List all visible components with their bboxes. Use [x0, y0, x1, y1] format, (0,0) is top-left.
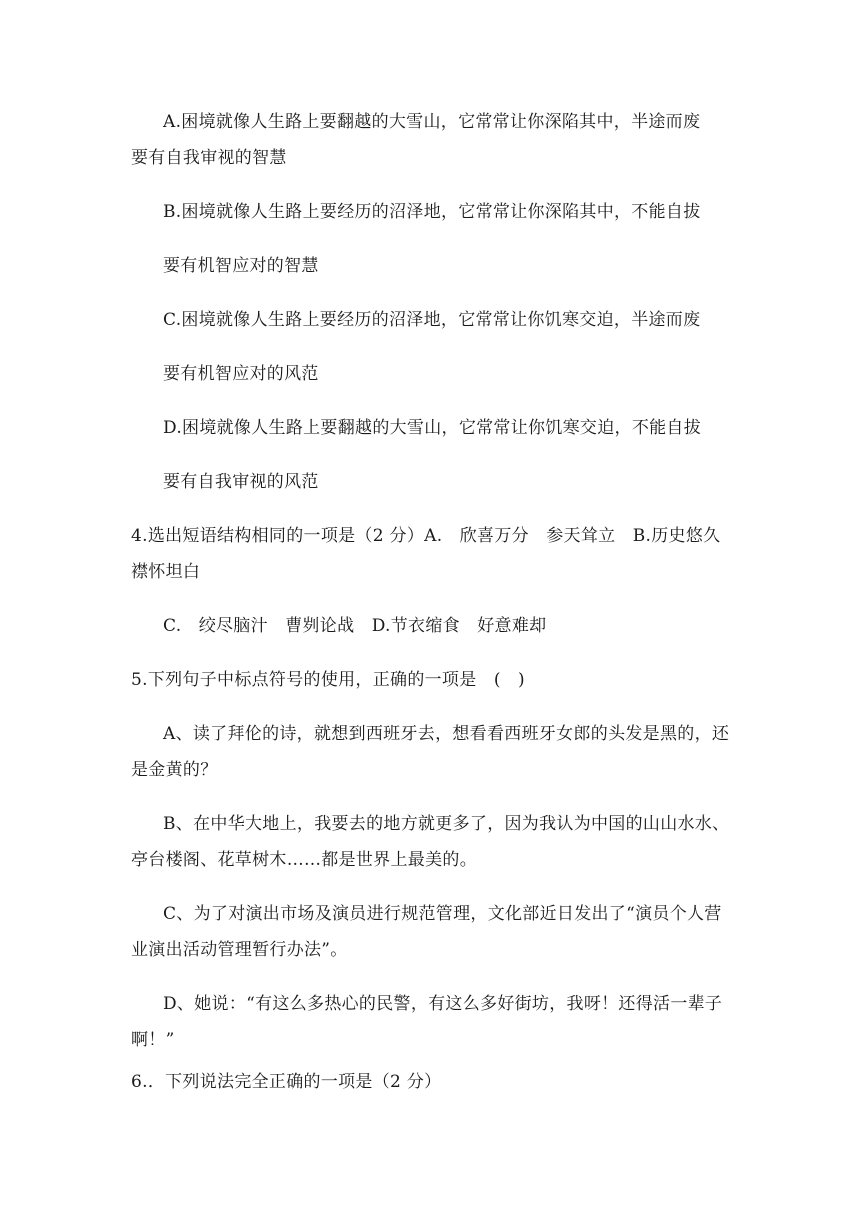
q4-stem-line1: 4.选出短语结构相同的一项是（2 分）A. 欣喜万分 参天耸立 B.历史悠久	[131, 526, 721, 546]
q5-option-c-line2: 业演出活动管理暂行办法”。	[131, 940, 348, 960]
q4-options-line: C. 绞尽脑汁 曹刿论战 D.节衣缩食 好意难却	[163, 616, 547, 636]
q4-stem-line2: 襟怀坦白	[131, 562, 201, 582]
q6-stem: 6.．下列说法完全正确的一项是（2 分）	[131, 1072, 442, 1092]
q3-option-c-line1: C.困境就像人生路上要经历的沼泽地，它常常让你饥寒交迫，半途而废	[163, 310, 701, 330]
q5-option-d-line2: 啊！”	[131, 1030, 175, 1050]
q5-option-a-line2: 是金黄的？	[131, 760, 218, 780]
q3-option-b-line1: B.困境就像人生路上要经历的沼泽地，它常常让你深陷其中，不能自拔	[163, 202, 701, 222]
q3-option-a-line1: A.困境就像人生路上要翻越的大雪山，它常常让你深陷其中，半途而废	[163, 112, 701, 132]
q3-option-c-line2: 要有机智应对的风范	[163, 364, 319, 384]
q5-option-d-line1: D、她说：“有这么多热心的民警，有这么多好街坊，我呀！还得活一辈子	[163, 994, 723, 1014]
q5-option-b-line2: 亭台楼阁、花草树木……都是世界上最美的。	[131, 850, 477, 870]
q5-stem: 5.下列句子中标点符号的使用，正确的一项是 ( )	[131, 670, 525, 690]
q5-option-a-line1: A、读了拜伦的诗，就想到西班牙去，想看看西班牙女郎的头发是黑的，还	[163, 724, 730, 744]
q3-option-d-line2: 要有自我审视的风范	[163, 472, 319, 492]
q5-option-b-line1: B、在中华大地上，我要去的地方就更多了，因为我认为中国的山山水水、	[163, 814, 730, 834]
q3-option-d-line1: D.困境就像人生路上要翻越的大雪山，它常常让你饥寒交迫，不能自拔	[163, 418, 702, 438]
q3-option-b-line2: 要有机智应对的智慧	[163, 256, 319, 276]
q3-option-a-line2: 要有自我审视的智慧	[131, 148, 287, 168]
q5-option-c-line1: C、为了对演出市场及演员进行规范管理，文化部近日发出了“演员个人营	[163, 904, 722, 924]
